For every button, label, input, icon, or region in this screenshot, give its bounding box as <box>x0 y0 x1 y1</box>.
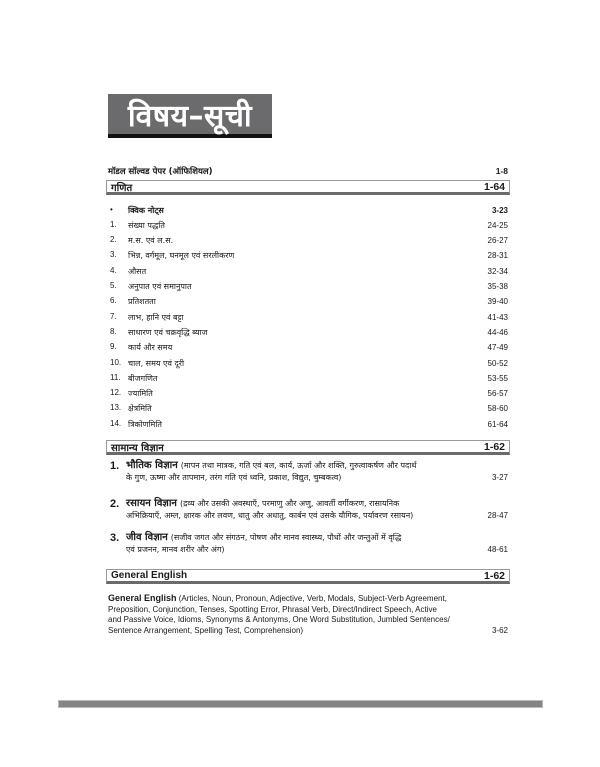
toc-entry[interactable] <box>110 403 508 415</box>
entry-pages: 28-31 <box>487 251 508 261</box>
entry-number: 5. <box>110 281 117 290</box>
entry-topics-cont: एवं प्रजनन, मानव शरीर और अंग) <box>126 545 225 554</box>
entry-pages: 32-34 <box>487 266 508 276</box>
toc-entry-general-english[interactable] <box>108 593 508 636</box>
entry-pages: 50-52 <box>487 358 508 368</box>
entry-label: प्रतिशतता <box>128 297 156 307</box>
entry-number: 7. <box>110 311 117 321</box>
section-title: General English <box>111 570 188 581</box>
entry-label: लाभ, हानि एवं बट्टा <box>128 312 184 322</box>
toc-entry[interactable] <box>110 418 508 430</box>
toc-entry-biology[interactable] <box>110 532 508 556</box>
toc-entry[interactable] <box>110 372 508 384</box>
toc-entry[interactable] <box>110 204 508 216</box>
entry-pages: 61-64 <box>487 419 508 429</box>
toc-entry[interactable] <box>110 250 508 262</box>
toc-entry[interactable] <box>110 311 508 323</box>
entry-number: 8. <box>110 326 117 336</box>
toc-entry[interactable] <box>110 326 508 338</box>
entry-pages: 3-23 <box>491 205 508 215</box>
entry-topics: (Articles, Noun, Pronoun, Adjective, Verb, Modals, Subject-Verb Agreement, <box>178 594 447 603</box>
entry-label: क्विक नोट्स <box>128 205 164 215</box>
entry-topics: (सजीव जगत और संगठन, पोषण और मानव स्वास्थ्य, पौधों और जन्तुओं में वृद्धि <box>170 533 402 542</box>
entry-topics: (मापन तथा मात्रक, गति एवं बल, कार्य, ऊर्जा और शक्ति, गुरुत्वाकर्षण और पदार्थ <box>180 461 417 470</box>
entry-number: 1. <box>110 460 120 472</box>
entry-label: ज्यामिति <box>128 389 153 399</box>
entry-topics-cont: के गुण, ऊष्मा और तापमान, तरंग गति एवं ध्वनि, प्रकाश, विद्युत, चुम्बकत्व) <box>126 473 342 482</box>
entry-topics-cont: Preposition, Conjunction, Tenses, Spotting Error, Phrasal Verb, Direct/Indirect Speech, Active <box>108 604 437 614</box>
entry-heading: जीव विज्ञान <box>126 532 168 543</box>
section-pages: 1-62 <box>483 440 505 453</box>
toc-entry-chemistry[interactable] <box>110 498 508 522</box>
toc-entry[interactable] <box>110 388 508 400</box>
entry-number: 2. <box>110 498 120 510</box>
entry-pages: 41-43 <box>487 312 508 322</box>
toc-entry-solved-paper[interactable] <box>108 166 508 177</box>
entry-label: संख्या पद्धति <box>128 220 165 230</box>
toc-entry-physics[interactable] <box>110 460 508 484</box>
entry-topics-cont: अभिक्रियाएँ, अम्ल, क्षारक और लवण, धातु और अधातु, कार्बन एवं उसके यौगिक, पर्यावरण रसायन) <box>126 511 414 520</box>
toc-entry[interactable] <box>110 219 508 231</box>
entry-label: चाल, समय एवं दूरी <box>128 358 185 368</box>
entry-pages: 48-61 <box>487 545 508 554</box>
entry-number: 2. <box>110 235 117 245</box>
entry-pages: 39-40 <box>487 297 508 307</box>
section-header-maths[interactable] <box>106 180 510 195</box>
section-pages: 1-62 <box>483 569 505 582</box>
entry-pages: 47-49 <box>487 343 508 353</box>
entry-pages: 24-25 <box>487 220 508 230</box>
entry-label: म.स. एवं ल.स. <box>128 236 174 246</box>
entry-label: बीजगणित <box>128 373 158 383</box>
entry-label: अनुपात एवं समानुपात <box>128 282 192 291</box>
entry-pages: 26-27 <box>487 236 508 246</box>
entry-number: 1. <box>110 219 117 229</box>
entry-heading: भौतिक विज्ञान <box>126 460 178 471</box>
entry-number: 9. <box>110 342 117 352</box>
entry-number: 4. <box>110 265 117 275</box>
entry-pages: 58-60 <box>487 404 508 414</box>
entry-pages: 56-57 <box>487 389 508 399</box>
entry-number: 3. <box>110 532 120 544</box>
entry-label: औसत <box>128 266 147 276</box>
entry-heading: रसायन विज्ञान <box>126 498 177 509</box>
entry-topics: (द्रव्य और उसकी अवस्थाएँ, परमाणु और अणु, आवर्ती वर्गीकरण, रासायनिक <box>179 499 400 508</box>
entry-number: 11. <box>110 372 121 382</box>
entry-label: भिन्न, वर्गमूल, घनमूल एवं सरलीकरण <box>128 251 235 261</box>
toc-entry[interactable] <box>110 296 508 308</box>
toc-entry[interactable] <box>110 357 508 369</box>
page-title: विषय–सूची <box>108 94 272 138</box>
toc-entry[interactable] <box>110 265 508 277</box>
entry-label: कार्य और समय <box>128 343 173 353</box>
entry-label: क्षेत्रमिति <box>128 404 152 414</box>
toc-entry[interactable] <box>110 235 508 247</box>
entry-topics-cont: and Passive Voice, Idioms, Synonyms & Antonyms, One Word Substitution, Jumbled Sentences/ <box>108 615 450 624</box>
entry-heading: General English <box>108 593 177 603</box>
section-title: गणित <box>111 182 133 194</box>
entry-number: 12. <box>110 388 122 398</box>
entry-number: 3. <box>110 250 117 260</box>
entry-pages: 1-8 <box>495 166 508 176</box>
entry-pages: 35-38 <box>487 282 508 291</box>
entry-pages: 28-47 <box>487 511 508 520</box>
entry-number: 13. <box>110 403 122 413</box>
section-header-science[interactable] <box>106 440 510 455</box>
toc-entry[interactable] <box>110 342 508 354</box>
section-pages: 1-64 <box>483 180 505 193</box>
entry-label: त्रिकोणमिति <box>128 419 162 429</box>
entry-pages: 44-46 <box>487 327 508 337</box>
entry-number: 14. <box>110 418 122 428</box>
section-header-english[interactable] <box>106 569 510 584</box>
footer-divider <box>58 700 543 708</box>
section-title: सामान्य विज्ञान <box>111 442 164 454</box>
entry-topics-cont: Sentence Arrangement, Spelling Test, Comprehension) <box>108 625 304 635</box>
entry-label: साधारण एवं चक्रवृद्धि ब्याज <box>128 327 208 337</box>
entry-label: मॉडल सॉल्वड पेपर (ऑफिशियल) <box>108 167 213 177</box>
entry-number: • <box>110 204 113 214</box>
entry-pages: 53-55 <box>487 373 508 383</box>
entry-pages: 3-27 <box>491 473 508 482</box>
toc-entry[interactable] <box>110 281 508 293</box>
entry-number: 10. <box>110 357 122 367</box>
entry-number: 6. <box>110 296 117 306</box>
entry-pages: 3-62 <box>491 625 508 635</box>
